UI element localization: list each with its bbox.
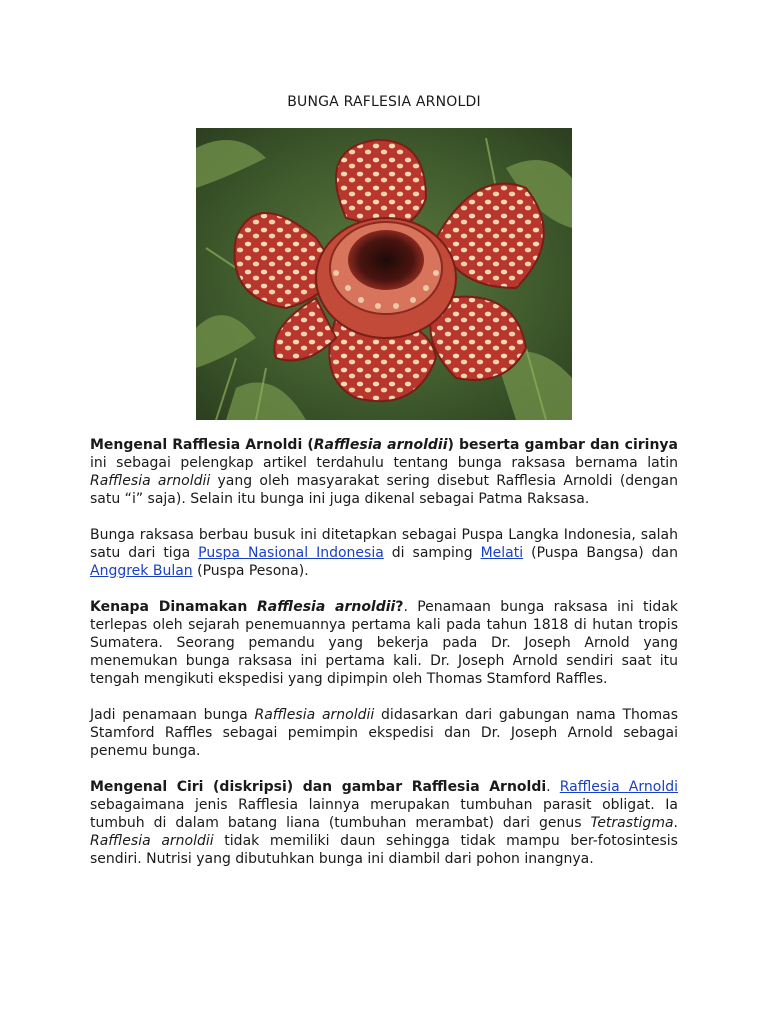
char-bold-1: Mengenal Ciri (diskripsi) dan gambar Rafflesia Arnoldi (90, 779, 547, 795)
link-rafflesia-arnoldi[interactable]: Rafflesia Arnoldi (559, 779, 678, 795)
document-page (90, 0, 678, 1024)
puspa-text-2: di samping (383, 545, 481, 561)
intro-text-2: yang oleh masyarakat sering disebut Rafflesia Arnoldi (dengan satu “i” saja). Selain itu bunga ini juga dikenal sebagai Patma Raksasa. (90, 473, 678, 507)
link-anggrek-bulan[interactable]: Anggrek Bulan (90, 563, 193, 579)
origin-text-1: Jadi penamaan bunga (90, 707, 255, 723)
paragraph-puspa (90, 526, 678, 580)
char-italic-2: Rafflesia arnoldii (90, 833, 214, 849)
rafflesia-flower-image (196, 128, 572, 420)
naming-text-1: . Penamaan bunga raksasa ini tidak terlepas oleh sejarah penemuannya pertama kali pada tahun 1818 di hutan tropis Sumatera. Seorang pemandu yang bekerja pada Dr. Joseph Arnold yang menemukan bunga raksasa ini pertama kali. Dr. Joseph Arnold sendiri saat itu tengah mengikuti ekspedisi yang dipimpin oleh Thomas Stamford Raffles. (90, 599, 678, 687)
rafflesia-photo (196, 128, 572, 420)
char-italic-1: Tetrastigma (590, 815, 674, 831)
origin-text-2: didasarkan dari gabungan nama Thomas Stamford Raffles sebagai pemimpin ekspedisi dan Dr. Joseph Arnold sebagai penemu bunga. (90, 707, 678, 759)
intro-bold-italic-1: Rafflesia arnoldii (313, 437, 448, 453)
link-melati[interactable]: Melati (480, 545, 524, 561)
paragraph-characteristics (90, 778, 678, 868)
naming-bold-2: ? (395, 599, 404, 615)
document-title: BUNGA RAFLESIA ARNOLDI (287, 94, 481, 110)
paragraph-naming (90, 598, 678, 688)
intro-bold-2: ) beserta gambar dan cirinya (447, 437, 678, 453)
puspa-text-4: (Puspa Pesona). (192, 563, 309, 579)
intro-text-1: ini sebagai pelengkap artikel terdahulu tentang bunga raksasa bernama latin (90, 455, 678, 471)
link-puspa-nasional[interactable]: Puspa Nasional Indonesia (198, 545, 384, 561)
char-text-2: sebagaimana jenis Rafflesia lainnya merupakan tumbuhan parasit obligat. Ia tumbuh di dalam batang liana (tumbuhan merambat) dari genus (90, 797, 678, 831)
paragraph-origin (90, 706, 678, 760)
char-text-4: tidak memiliki daun sehingga tidak mampu ber-fotosintesis sendiri. Nutrisi yang dibutuhkan bunga ini diambil dari pohon inangnya. (90, 833, 678, 867)
article-body (90, 436, 678, 868)
char-text-3: . (673, 815, 678, 831)
puspa-text-3: (Puspa Bangsa) dan (523, 545, 679, 561)
paragraph-intro (90, 436, 678, 508)
char-text-1: . (546, 779, 560, 795)
puspa-text-1: Bunga raksasa berbau busuk ini ditetapkan sebagai Puspa Langka Indonesia, salah satu dari tiga (90, 527, 678, 561)
intro-italic-1: Rafflesia arnoldii (90, 473, 211, 489)
naming-bold-italic-1: Rafflesia arnoldii (257, 599, 396, 615)
origin-italic-1: Rafflesia arnoldii (254, 707, 375, 723)
intro-bold-1: Mengenal Rafflesia Arnoldi ( (90, 437, 314, 453)
naming-bold-1: Kenapa Dinamakan (90, 599, 258, 615)
